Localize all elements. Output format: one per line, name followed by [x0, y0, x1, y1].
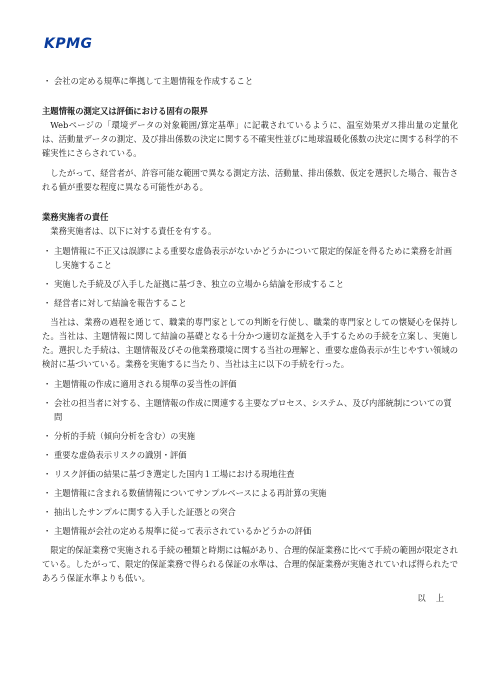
bullet-dot: ・ [43, 76, 52, 86]
list-item-text: 重要な虚偽表示リスクの識別・評価 [54, 450, 187, 460]
list-item [42, 467, 458, 481]
list-item-text: 会社の定める規準に準拠して主題情報を作成すること [54, 76, 254, 86]
list-item [42, 505, 458, 519]
bullet-dot: ・ [43, 469, 52, 479]
closing-mark: 以上 [417, 593, 454, 603]
paragraph: したがって、経営者が、許容可能な範囲で異なる測定方法、活動量、排出係数、仮定を選択した場合、報告される値が重要な程度に異なる可能性がある。 [42, 168, 458, 192]
paragraph: 当社は、業務の過程を通じて、職業的専門家としての判断を行使し、職業的専門家としての懐疑心を保持した。当社は、主題情報に関して結論の基礎となる十分かつ適切な証拠を入手するための手続を立案し、実施した。選択した手続は、主題情報及びその他業務環境に関する当社の理解と、重要な虚偽表示が生じやすい領域の検討に基づいている。業務を実施するに当たり、当社は主に以下の手続を行った。 [42, 317, 458, 369]
list-item-text: 主題情報が会社の定める規準に従って表示されているかどうかの評価 [54, 526, 312, 536]
list-item-text: 会社の担当者に対する、主題情報の作成に関連する主要なプロセス、システム、及び内部統制についての質問 [54, 398, 452, 422]
list-item-text: 主題情報に含まれる数値情報についてサンプルベースによる再計算の実施 [54, 488, 327, 498]
list-item [42, 277, 458, 291]
list-item [42, 396, 458, 424]
list-item [42, 429, 458, 443]
list-item-text: 分析的手続（傾向分析を含む）の実施 [54, 431, 196, 441]
list-item-text: 実施した手続及び入手した証拠に基づき、独立の立場から結論を形成すること [54, 279, 345, 289]
bullet-dot: ・ [43, 488, 52, 498]
list-item-text: リスク評価の結果に基づき選定した国内１工場における現地往査 [54, 469, 295, 479]
bullet-dot: ・ [43, 431, 52, 441]
bullet-dot: ・ [43, 507, 52, 517]
list-item [42, 377, 458, 391]
bullet-dot: ・ [43, 246, 52, 256]
paragraph: 限定的保証業務で実施される手続の種類と時期には幅があり、合理的保証業務に比べて手続の範囲が限定されている。したがって、限定的保証業務で得られる保証の水準は、合理的保証業務が実施されていれば得られたであろう保証水準よりも低い。 [42, 545, 458, 583]
document-body [42, 74, 458, 605]
list-item [42, 486, 458, 500]
bullet-dot: ・ [43, 526, 52, 536]
bullet-dot: ・ [43, 298, 52, 308]
list-item-text: 主題情報の作成に適用される規準の妥当性の評価 [54, 379, 237, 389]
bullet-dot: ・ [43, 279, 52, 289]
section-heading: 業務実施者の責任 [42, 212, 109, 222]
paragraph: Webページの「環境データの対象範囲/算定基準」に記載されているように、温室効果ガス排出量の定量化は、活動量データの測定、及び排出係数の決定に関する不確実性並びに地球温暖化係数の決定に関する科学的不確実性にさらされている。 [42, 120, 458, 158]
list-item-text: 主題情報に不正又は誤謬による重要な虚偽表示がないかどうかについて限定的保証を得るために業務を計画し実施すること [54, 246, 453, 270]
section-heading: 主題情報の測定又は評価における固有の限界 [42, 106, 208, 116]
list-item [42, 74, 458, 88]
list-item [42, 448, 458, 462]
list-item-text: 経営者に対して結論を報告すること [54, 298, 187, 308]
kpmg-logo: KPMG [44, 36, 93, 52]
bullet-dot: ・ [43, 398, 52, 408]
list-item [42, 524, 458, 538]
bullet-dot: ・ [43, 379, 52, 389]
paragraph: 業務実施者は、以下に対する責任を有する。 [50, 226, 217, 236]
list-item-text: 抽出したサンプルに関する入手した証憑との突合 [54, 507, 236, 517]
list-item [42, 244, 458, 272]
list-item [42, 296, 458, 310]
bullet-dot: ・ [43, 450, 52, 460]
